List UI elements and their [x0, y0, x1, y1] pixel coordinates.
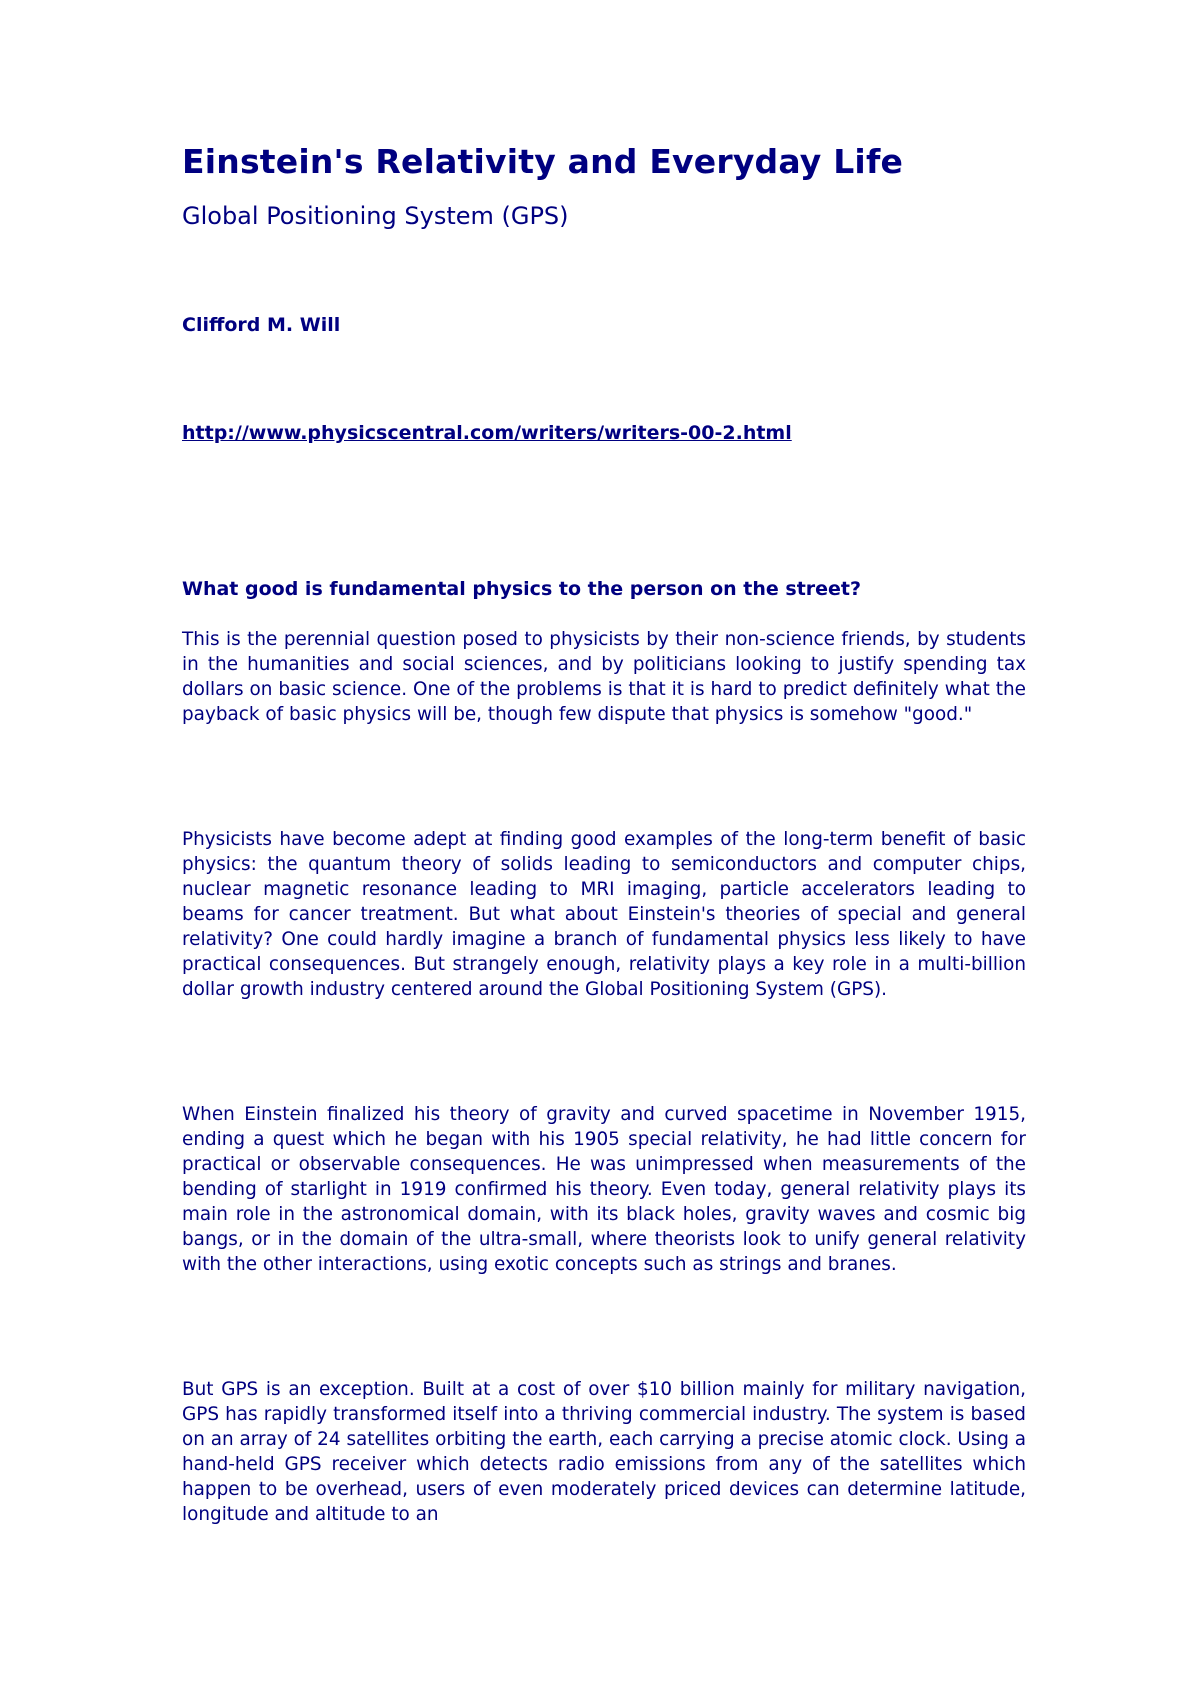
body-paragraph: When Einstein finalized his theory of gravity and curved spacetime in November 1915, ending a quest which he began with his 1905 special relativity, he had little concern for practical or observable consequences. He was unimpressed when measurements of the bending of starlight in 1919 confirmed his theory. Even today, general relativity plays its main role in the astronomical domain, with its black holes, gravity waves and cosmic big bangs, or in the domain of the ultra-small, where theorists look to unify general relativity with the other interactions, using exotic concepts such as strings and branes.	[182, 1104, 1026, 1275]
document-title: Einstein's Relativity and Everyday Life	[182, 142, 904, 181]
body-paragraph: But GPS is an exception. Built at a cost of over $10 billion mainly for military navigation, GPS has rapidly transformed itself into a thriving commercial industry. The system is based on an array of 24 satellites orbiting the earth, each carrying a precise atomic clock. Using a hand-held GPS receiver which detects radio emissions from any of the satellites which happen to be overhead, users of even moderately priced devices can determine latitude, longitude and altitude to an	[182, 1379, 1026, 1525]
body-paragraph: Physicists have become adept at finding good examples of the long-term benefit of basic physics: the quantum theory of solids leading to semiconductors and computer chips, nuclear magnetic resonance leading to MRI imaging, particle accelerators leading to beams for cancer treatment. But what about Einstein's theories of special and general relativity? One could hardly imagine a branch of fundamental physics less likely to have practical consequences. But strangely enough, relativity plays a key role in a multi-billion dollar growth industry centered around the Global Positioning System (GPS).	[182, 829, 1026, 1000]
document-subtitle: Global Positioning System (GPS)	[182, 202, 569, 230]
author-name: Clifford M. Will	[182, 314, 341, 336]
body-paragraph: This is the perennial question posed to physicists by their non-science friends, by students in the humanities and social sciences, and by politicians looking to justify spending tax dollars on basic science. One of the problems is that it is hard to predict definitely what the payback of basic physics will be, though few dispute that physics is somehow "good."	[182, 629, 1026, 725]
source-url-link[interactable]: http://www.physicscentral.com/writers/writers-00-2.html	[182, 422, 792, 444]
section-heading: What good is fundamental physics to the person on the street?	[182, 578, 862, 600]
document-page	[182, 140, 1026, 1527]
